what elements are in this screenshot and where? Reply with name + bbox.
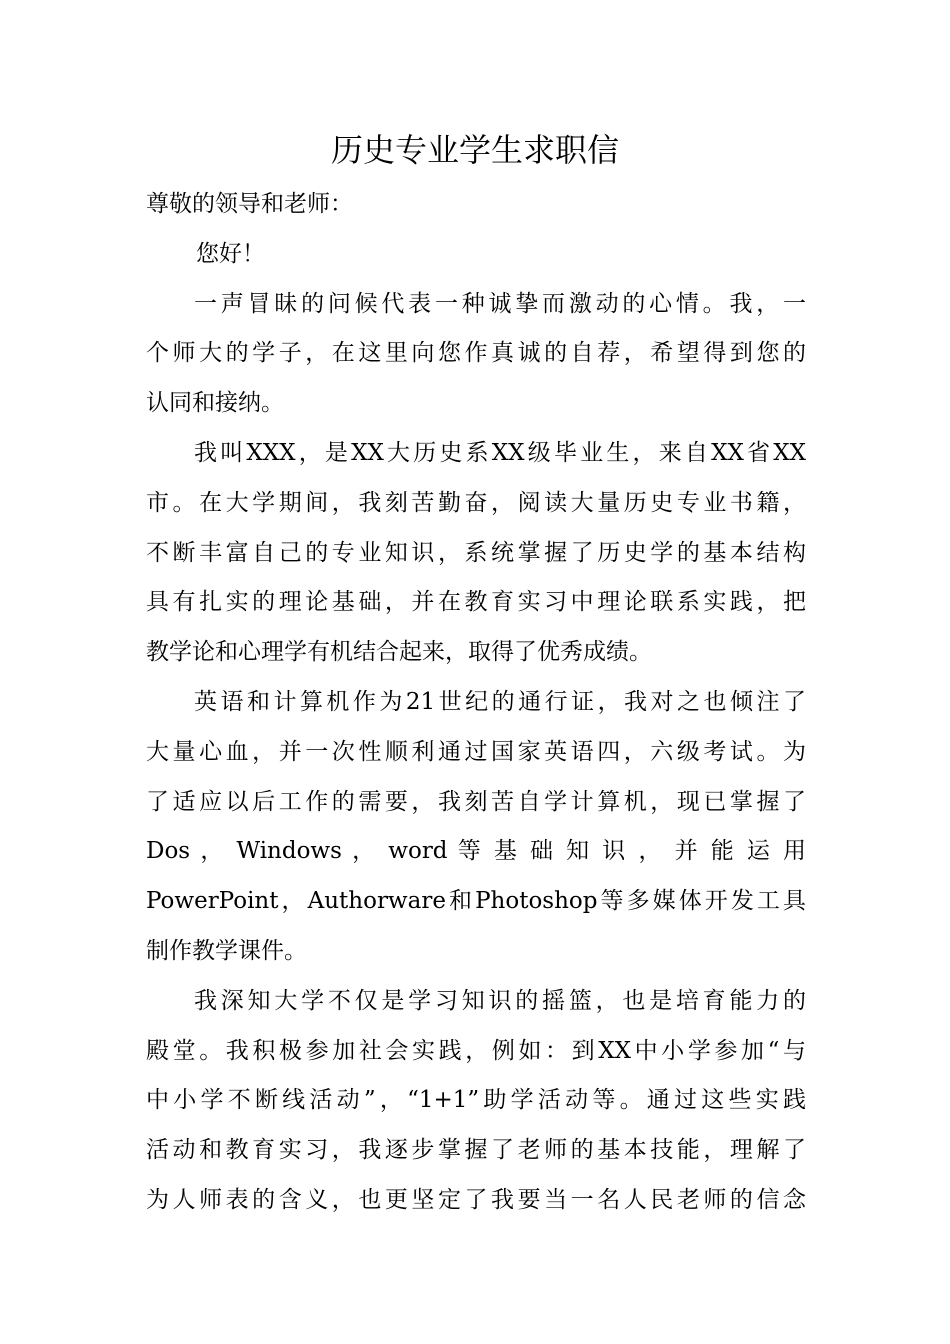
- paragraph-line: 大量心血，并一次性顺利通过国家英语四，六级考试。为: [146, 738, 806, 765]
- paragraph-line: 为人师表的含义，也更坚定了我要当一名人民老师的信念: [146, 1186, 806, 1213]
- paragraph-line: 制作教学课件。: [146, 937, 307, 964]
- paragraph-line: 教学论和心理学有机结合起来，取得了优秀成绩。: [146, 639, 652, 666]
- paragraph-line: 英语和计算机作为21世纪的通行证，我对之也倾注了: [194, 688, 806, 715]
- paragraph-line: 我叫XXX，是XX大历史系XX级毕业生，来自XX省XX: [194, 439, 806, 466]
- paragraph-line: 殿堂。我积极参加社会实践，例如：到XX中小学参加“与: [146, 1037, 806, 1064]
- paragraph-line: 一声冒昧的问候代表一种诚挚而激动的心情。我，一: [194, 290, 806, 317]
- paragraph-line: 活动和教育实习，我逐步掌握了老师的基本技能，理解了: [146, 1137, 806, 1164]
- paragraph-line: 了适应以后工作的需要，我刻苦自学计算机，现已掌握了: [146, 788, 806, 815]
- paragraph: [146, 678, 806, 977]
- paragraph: [146, 280, 806, 429]
- paragraph-line: 市。在大学期间，我刻苦勤奋，阅读大量历史专业书籍，: [146, 489, 806, 516]
- paragraph: [146, 429, 806, 678]
- document-title: 历史专业学生求职信: [330, 131, 619, 169]
- paragraph-line: 中小学不断线活动”，“1+1”助学活动等。通过这些实践: [146, 1087, 806, 1114]
- paragraph-line: Dos ， Windows ， word 等 基 础 知 识 ， 并 能 运 用: [146, 838, 806, 865]
- greeting: 您好！: [196, 240, 265, 267]
- letter-body: [146, 180, 806, 1226]
- paragraph-line: 具有扎实的理论基础，并在教育实习中理论联系实践，把: [146, 589, 806, 616]
- paragraph: [146, 977, 806, 1226]
- paragraph-line: PowerPoint，Authorware和Photoshop等多媒体开发工具: [146, 888, 806, 915]
- paragraph-line: 不断丰富自己的专业知识，系统掌握了历史学的基本结构: [146, 539, 806, 566]
- paragraph-line: 认同和接纳。: [146, 390, 284, 417]
- paragraph-line: 我深知大学不仅是学习知识的摇篮，也是培育能力的: [194, 987, 806, 1014]
- salutation: 尊敬的领导和老师：: [146, 191, 353, 217]
- paragraph-line: 个师大的学子，在这里向您作真诚的自荐，希望得到您的: [146, 340, 806, 367]
